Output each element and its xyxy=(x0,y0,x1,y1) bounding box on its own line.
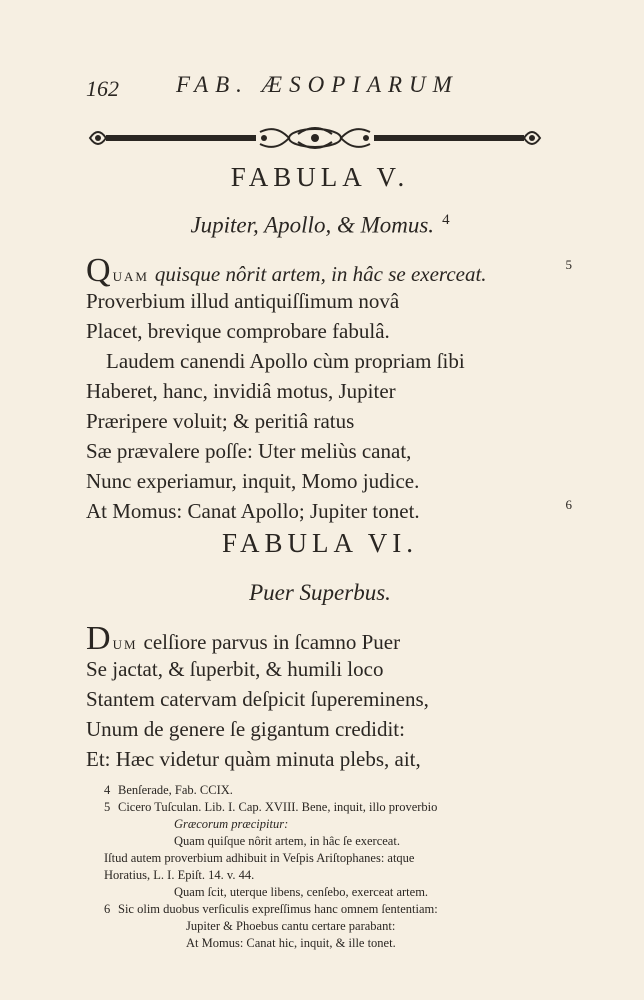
drop-initial: D xyxy=(86,620,111,657)
fable-5-line-4 xyxy=(86,346,566,376)
fable-6-line-2 xyxy=(86,654,566,684)
footnote-line xyxy=(104,867,554,884)
verse-note: 5 xyxy=(565,257,572,272)
footnote-number: 6 xyxy=(104,902,111,916)
fable-5-line-6 xyxy=(86,406,566,436)
small-caps: UM xyxy=(112,637,138,652)
fable-5-title-note: 4 xyxy=(442,212,450,228)
verse-text: Se jactat, & ſuperbit, & humili loco xyxy=(86,657,384,681)
footnote-text: Horatius, L. I. Epiſt. 14. v. 44. xyxy=(104,868,255,882)
footnote-text: Iſtud autem proverbium adhibuit in Veſpis Ariſtophanes: atque xyxy=(104,851,415,865)
footnote-text: Benſerade, Fab. CCIX. xyxy=(118,783,233,797)
footnote-text: Quam quiſque nôrit artem, in hâc ſe exerceat. xyxy=(174,834,400,848)
footnote-line xyxy=(104,935,554,952)
footnote-text: At Momus: Canat hic, inquit, & ille tonet. xyxy=(186,936,396,950)
footnote-line xyxy=(104,782,554,799)
running-header xyxy=(86,72,514,106)
fable-5-line-8 xyxy=(86,466,566,496)
small-caps: UAM xyxy=(112,269,149,284)
fable-6-heading: FABULA VI. xyxy=(221,528,419,558)
verse-text: At Momus: Canat Apollo; Jupiter tonet. xyxy=(86,499,420,523)
verse-text: Proverbium illud antiquiſſimum novâ xyxy=(86,289,400,313)
footnote-line xyxy=(104,884,554,901)
fable-5-line-2 xyxy=(86,286,566,316)
verse-text: Præripere voluit; & peritiâ ratus xyxy=(86,409,355,433)
drop-initial: Q xyxy=(86,252,111,289)
footnote-line xyxy=(104,918,554,935)
verse-text: quisque nôrit artem, in hâc se exerceat. xyxy=(154,262,487,286)
fable-5-line-1 xyxy=(86,252,572,289)
footnote-text: Jupiter & Phoebus cantu certare parabant: xyxy=(186,919,396,933)
fable-5-title xyxy=(80,212,560,239)
verse-text: Nunc experiamur, inquit, Momo judice. xyxy=(86,469,420,493)
fable-6-line-4 xyxy=(86,714,566,744)
ornamental-divider xyxy=(84,118,546,158)
footnote-number: 5 xyxy=(104,800,111,814)
verse-note: 6 xyxy=(565,497,572,512)
verse-text: Laudem canendi Apollo cùm propriam ſibi xyxy=(106,349,465,373)
footnote-text: Sic olim duobus verſiculis expreſſimus hanc omnem ſententiam: xyxy=(118,902,438,916)
fable-6-line-3 xyxy=(86,684,566,714)
verse-text: Unum de genere ſe gigantum credidit: xyxy=(86,717,405,741)
footnote-text: Græcorum præcipitur: xyxy=(174,817,289,831)
fable-5-line-7 xyxy=(86,436,566,466)
fable-6-verse xyxy=(86,620,566,774)
footnote-line xyxy=(104,816,554,833)
verse-text: Stantem catervam deſpicit ſupereminens, xyxy=(86,687,429,711)
page-number: 162 xyxy=(86,76,119,101)
verse-text: Et: Hæc videtur quàm minuta plebs, ait, xyxy=(86,747,421,771)
footnote-text: Cicero Tuſculan. Lib. I. Cap. XVIII. Bene, inquit, illo proverbio xyxy=(118,800,438,814)
running-title: FAB. ÆSOPIARUM xyxy=(176,72,459,97)
footnote-line xyxy=(104,850,554,867)
verse-text: Placet, brevique comprobare fabulâ. xyxy=(86,319,390,343)
fable-5-heading: FABULA V. xyxy=(230,162,410,192)
footnote-number: 4 xyxy=(104,783,111,797)
footnote-line xyxy=(104,799,554,816)
fable-5-verse xyxy=(86,252,572,526)
footnote-line xyxy=(104,901,554,918)
footnote-line xyxy=(104,833,554,850)
footnotes xyxy=(104,782,554,952)
fable-5-title-text: Jupiter, Apollo, & Momus. xyxy=(190,212,435,238)
fable-5-line-3 xyxy=(86,316,566,346)
verse-text: celſiore parvus in ſcamno Puer xyxy=(143,630,401,654)
fable-6-line-1 xyxy=(86,620,566,657)
fable-6-title: Puer Superbus. xyxy=(249,580,391,605)
fable-6-line-5 xyxy=(86,744,566,774)
footnote-text: Quam ſcit, uterque libens, cenſebo, exerceat artem. xyxy=(174,885,429,899)
fable-5-line-5 xyxy=(86,376,566,406)
verse-text: Sæ prævalere poſſe: Uter meliùs canat, xyxy=(86,439,412,463)
fable-5-line-9 xyxy=(86,496,572,526)
verse-text: Haberet, hanc, invidiâ motus, Jupiter xyxy=(86,379,396,403)
